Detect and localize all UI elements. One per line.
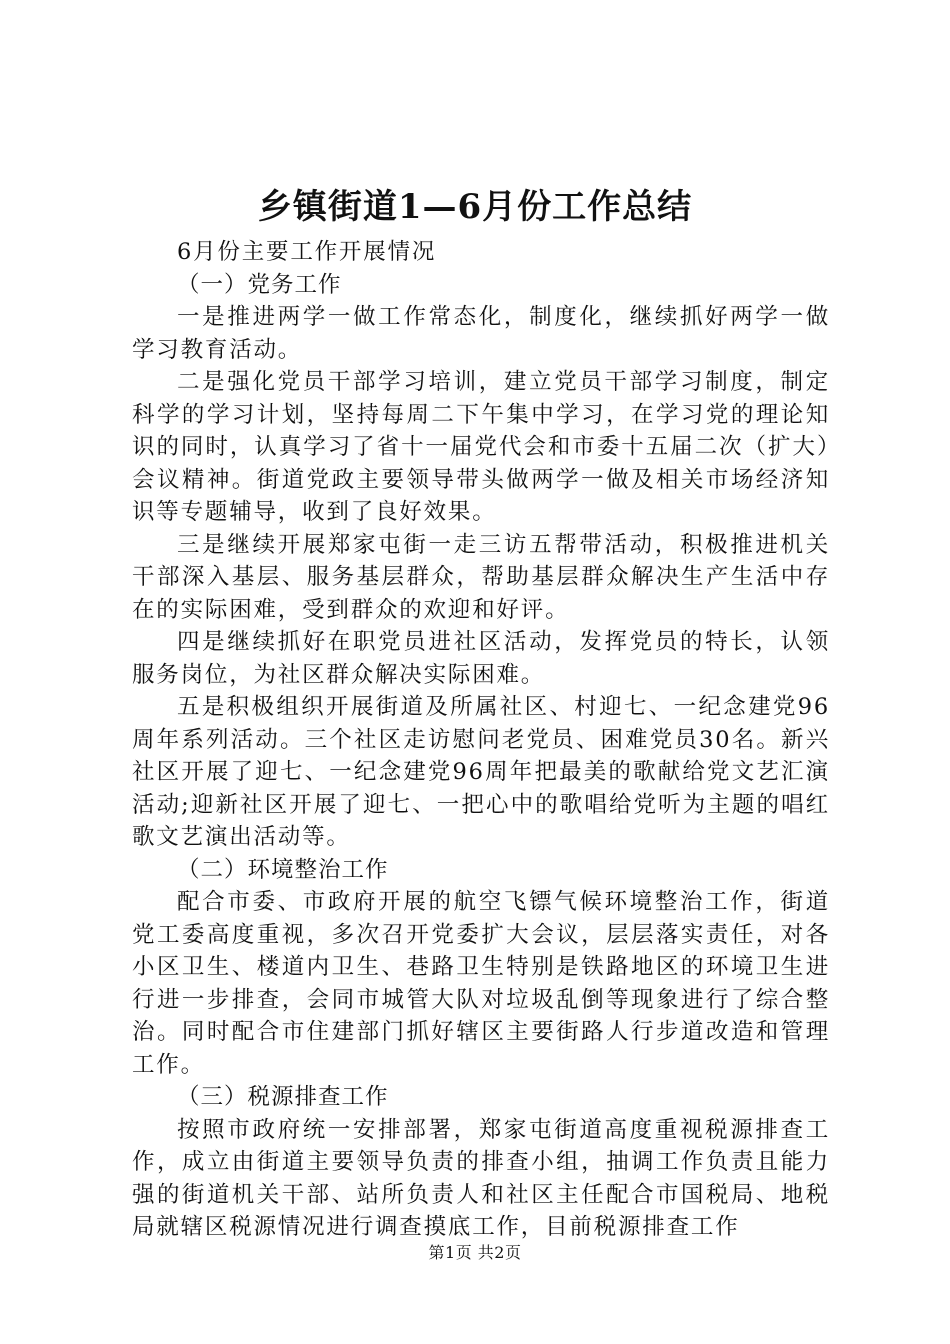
paragraph: 五是积极组织开展街道及所属社区、村迎七、一纪念建党96周年系列活动。三个社区走访慰问老党员、困难党员30名。新兴社区开展了迎七、一纪念建党96周年把最美的歌献给党文艺汇演活动;迎新社区开展了迎七、一把心中的歌唱给党听为主题的唱红歌文艺演出活动等。: [132, 694, 830, 850]
paragraph: 四是继续抓好在职党员进社区活动，发挥党员的特长，认领服务岗位，为社区群众解决实际困难。: [132, 629, 830, 688]
section-heading-environment: （二）环境整治工作: [177, 856, 389, 883]
section-intro: 6月份主要工作开展情况: [177, 239, 437, 265]
paragraph: 三是继续开展郑家屯街一走三访五帮带活动，积极推进机关干部深入基层、服务基层群众，帮助基层群众解决生产生活中存在的实际困难，受到群众的欢迎和好评。: [132, 531, 830, 623]
document-title: 乡镇街道1—6月份工作总结: [257, 187, 693, 227]
paragraph: 按照市政府统一安排部署，郑家屯街道高度重视税源排查工作，成立由街道主要领导负责的排查小组，抽调工作负责且能力强的街道机关干部、站所负责人和社区主任配合市国税局、地税局就辖区税源情况进行调查摸底工作，目前税源排查工作: [132, 1116, 830, 1240]
paragraph: 配合市委、市政府开展的航空飞镖气候环境整治工作，街道党工委高度重视，多次召开党委扩大会议，层层落实责任，对各小区卫生、楼道内卫生、巷路卫生特别是铁路地区的环境卫生进行进一步排查，会同市城管大队对垃圾乱倒等现象进行了综合整治。同时配合市住建部门抓好辖区主要街路人行步道改造和管理工作。: [132, 889, 830, 1078]
paragraph: 一是推进两学一做工作常态化，制度化，继续抓好两学一做学习教育活动。: [132, 304, 830, 363]
document-body: [132, 236, 830, 1244]
section-heading-tax-source: （三）税源排查工作: [177, 1084, 389, 1110]
section-heading-party-affairs: （一）党务工作: [177, 271, 342, 298]
paragraph: 二是强化党员干部学习培训，建立党员干部学习制度，制定科学的学习计划，坚持每周二下午集中学习，在学习党的理论知识的同时，认真学习了省十一届党代会和市委十五届二次（扩大）会议精神。街道党政主要领导带头做两学一做及相关市场经济知识等专题辅导，收到了良好效果。: [132, 369, 830, 525]
page-number-footer: 第1页 共2页: [428, 1243, 522, 1262]
